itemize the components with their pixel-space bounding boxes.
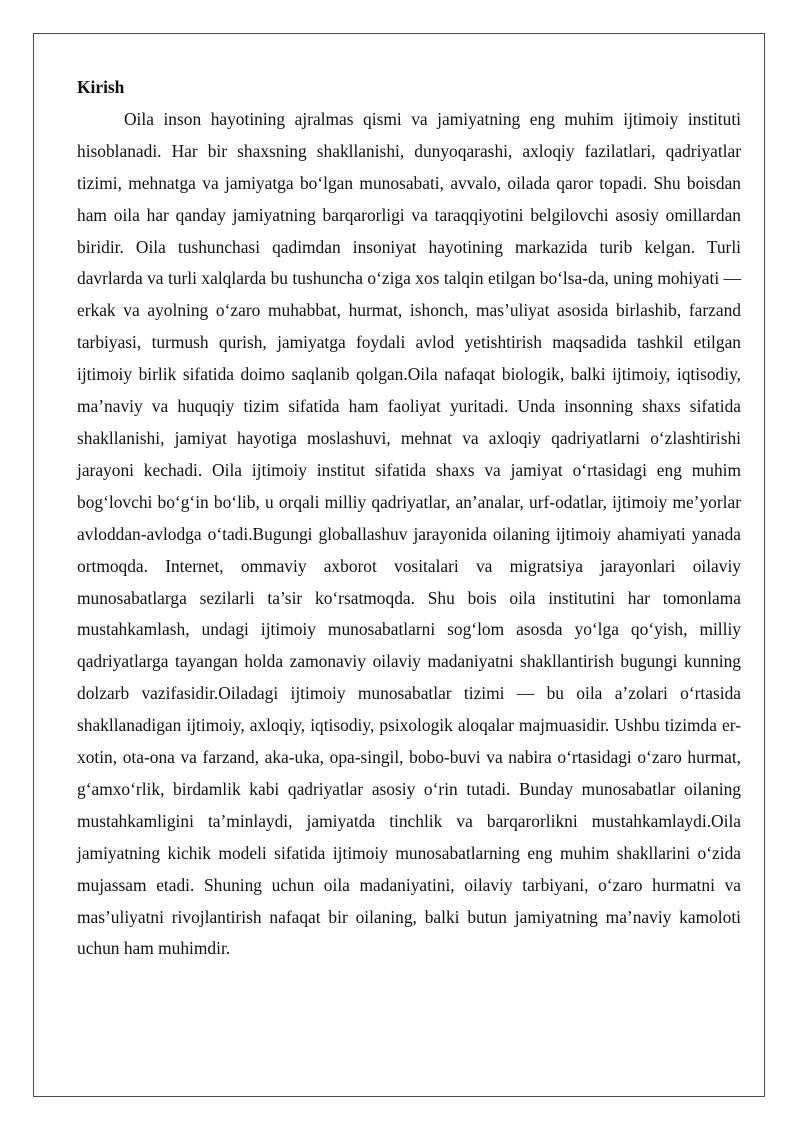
body-paragraph: Oila inson hayotining ajralmas qismi va jamiyatning eng muhim ijtimoiy instituti hisoblanadi. Har bir shaxsning shakllanishi, dunyoqarashi, axloqiy fazilatlari, qadriyatlar tizimi, mehnatga va jamiyatga bo‘lgan munosabati, avvalo, oilada qaror topadi. Shu boisdan ham oila har qanday jamiyatning barqarorligi va taraqqiyotini belgilovchi asosiy omillardan biridir. Oila tushunchasi qadimdan insoniyat hayotining markazida turib kelgan. Turli davrlarda va turli xalqlarda bu tushuncha o‘ziga xos talqin etilgan bo‘lsa-da, uning mohiyati — erkak va ayolning o‘zaro muhabbat, hurmat, ishonch, mas’uliyat asosida birlashib, farzand tarbiyasi, turmush qurish, jamiyatga foydali avlod yetishtirish maqsadida tashkil etilgan ijtimoiy birlik sifatida doimo saqlanib qolgan.Oila nafaqat biologik, balki ijtimoiy, iqtisodiy, ma’naviy va huquqiy tizim sifatida ham faoliyat yuritadi. Unda insonning shaxs sifatida shakllanishi, jamiyat hayotiga moslashuvi, mehnat va axloqiy qadriyatlarni o‘zlashtirishi jarayoni kechadi. Oila ijtimoiy institut sifatida shaxs va jamiyat o‘rtasidagi eng muhim bog‘lovchi bo‘g‘in bo‘lib, u orqali milliy qadriyatlar, an’analar, urf-odatlar, ijtimoiy me’yorlar avloddan-avlodga o‘tadi.Bugungi globallashuv jarayonida oilaning ijtimoiy ahamiyati yanada ortmoqda. Internet, ommaviy axborot vositalari va migratsiya jarayonlari oilaviy munosabatlarga sezilarli ta’sir ko‘rsatmoqda. Shu bois oila institutini har tomonlama mustahkamlash, undagi ijtimoiy munosabatlarni sog‘lom asosda yo‘lga qo‘yish, milliy qadriyatlarga tayangan holda zamonaviy oilaviy madaniyatni shakllantirish bugungi kunning dolzarb vazifasidir.Oiladagi ijtimoiy munosabatlar tizimi — bu oila a’zolari o‘rtasida shakllanadigan ijtimoiy, axloqiy, iqtisodiy, psixologik aloqalar majmuasidir. Ushbu tizimda er-xotin, ota-ona va farzand, aka-uka, opa-singil, bobo-buvi va nabira o‘rtasidagi o‘zaro hurmat, g‘amxo‘rlik, birdamlik kabi qadriyatlar asosiy o‘rin tutadi. Bunday munosabatlar oilaning mustahkamligini ta’minlaydi, jamiyatda tinchlik va barqarorlikni mustahkamlaydi.Oila jamiyatning kichik modeli sifatida ijtimoiy munosabatlarning eng muhim shakllarini o‘zida mujassam etadi. Shuning uchun oila madaniyatini, oilaviy tarbiyani, o‘zaro hurmatni va mas’uliyatni rivojlantirish nafaqat bir oilaning, balki butun jamiyatning ma’naviy kamoloti uchun ham muhimdir.: [77, 108, 741, 959]
document-body: [77, 72, 741, 965]
section-heading: Kirish: [77, 77, 125, 97]
